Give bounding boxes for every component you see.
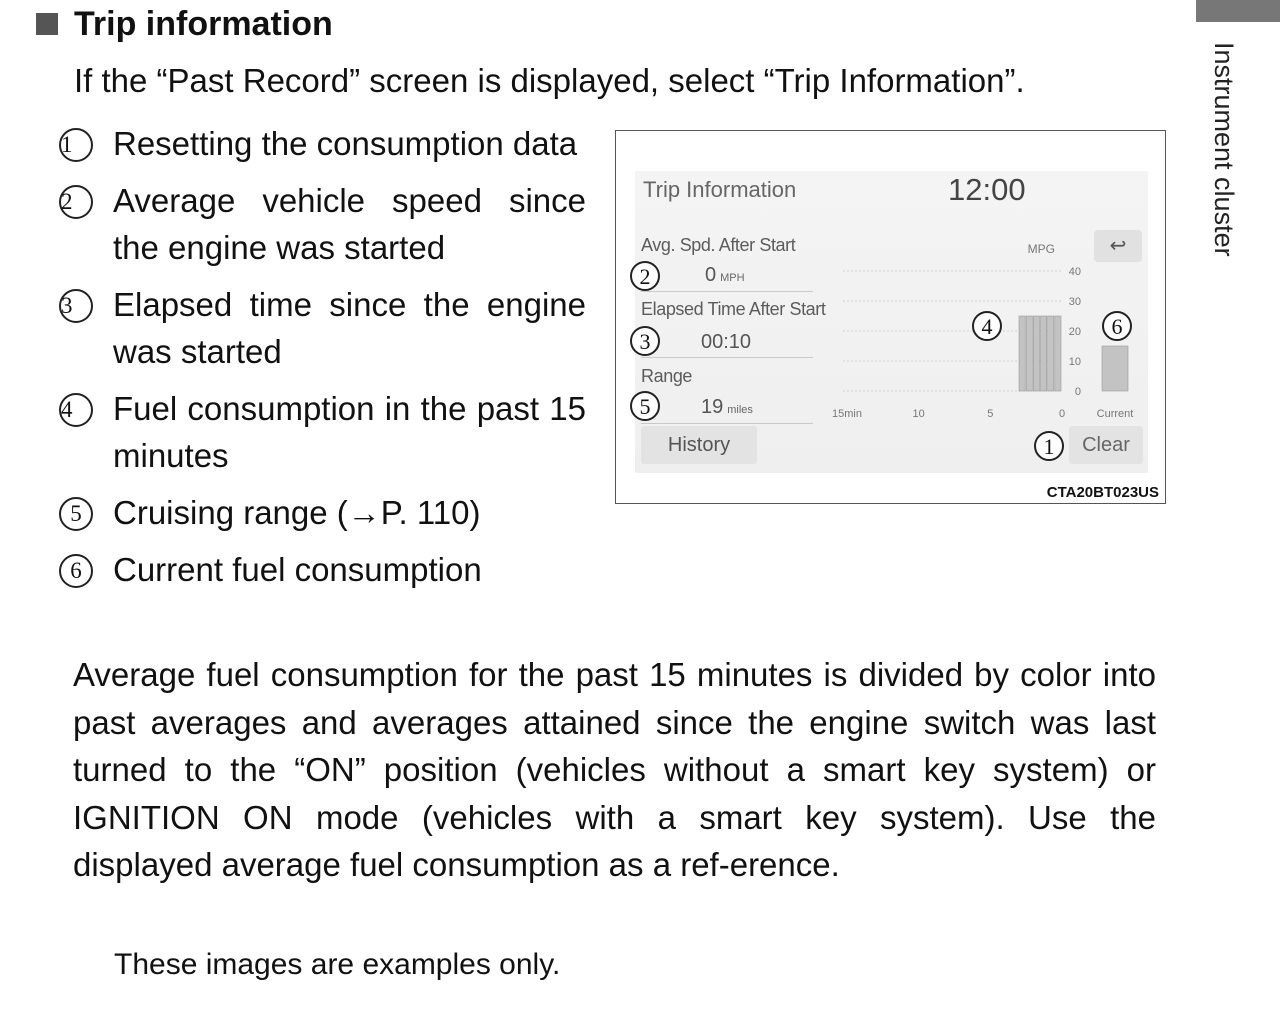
section-header [36,4,333,44]
callout-3: 3 [630,326,660,356]
legend-item [56,281,586,375]
legend-list [56,120,586,603]
section-bullet-icon [36,13,58,35]
legend-text: Current fuel consumption [113,551,482,588]
elapsed-time-value: 00:10 [701,331,752,353]
side-tab-marker [1196,0,1280,22]
legend-number: 3 [59,289,93,323]
legend-text: Average vehicle speed since the engine was started [113,182,586,266]
legend-number: 2 [59,185,93,219]
history-bar [1048,316,1054,391]
clear-button[interactable]: Clear [1069,426,1143,464]
trip-information-figure [615,130,1166,504]
elapsed-time-label: Elapsed Time After Start [641,299,826,319]
body-paragraph: Average fuel consumption for the past 15 minutes is divided by color into past averages and averages attained since the engine switch was last turned to the “ON” position (vehicles without a smart key system) or IGNITION ON mode (vehicles with a smart key system). Use the displayed average fuel consumption as a ref-erence. [73,656,1156,883]
back-icon: ↩ [1109,235,1127,257]
trip-information-screen [635,171,1148,473]
callout-6: 6 [1102,311,1132,341]
legend-number: 5 [59,497,93,531]
legend-number: 1 [59,128,93,162]
legend-item [56,177,586,271]
callout-2: 2 [630,261,660,291]
legend-text: Resetting the consumption data [113,125,578,162]
legend-text: Cruising range (→P. 110) [113,494,481,531]
footnote: These images are examples only. [114,948,561,981]
legend-number: 4 [59,393,93,427]
x-tick-label: 10 [912,408,925,420]
y-tick-label: 30 [1068,296,1081,308]
screen-clock: 12:00 [948,172,1026,207]
legend-text: Elapsed time since the engine was started [113,286,586,370]
legend-item [56,546,586,593]
legend-item [56,120,586,167]
y-tick-label: 20 [1068,326,1081,338]
history-bar [1033,316,1039,391]
x-tick-label: 15min [832,408,862,420]
avg-speed-number: 0 [705,264,717,286]
avg-speed-unit: MPH [720,272,745,284]
history-bar [1055,316,1061,391]
range-number: 19 [701,396,724,418]
history-bar [1041,316,1047,391]
callout-5: 5 [630,391,660,421]
current-label: Current [1096,408,1134,420]
y-tick-label: 40 [1068,266,1081,278]
intro-text: If the “Past Record” screen is displayed, select “Trip Information”. [74,62,1025,99]
x-tick-label: 5 [987,408,994,420]
history-bar [1026,316,1032,391]
figure-code: CTA20BT023US [1046,484,1159,501]
legend-number: 6 [59,554,93,588]
y-axis-label: MPG [1027,242,1055,256]
legend-item [56,385,586,479]
x-tick-label: 0 [1058,408,1066,420]
range-unit: miles [727,404,753,416]
avg-speed-label: Avg. Spd. After Start [641,235,796,255]
history-bar [1019,316,1025,391]
callout-1: 1 [1034,431,1064,461]
legend-text: Fuel consumption in the past 15 minutes [113,390,586,474]
side-section-label: Instrument cluster [1209,42,1239,257]
screen-title: Trip Information [643,177,797,202]
current-bar [1102,346,1128,391]
section-title: Trip information [74,4,333,43]
y-tick-label: 10 [1068,356,1081,368]
callout-4: 4 [972,311,1002,341]
y-tick-label: 0 [1074,386,1081,398]
range-label: Range [641,366,693,386]
legend-item [56,489,586,536]
history-button[interactable]: History [641,426,757,464]
